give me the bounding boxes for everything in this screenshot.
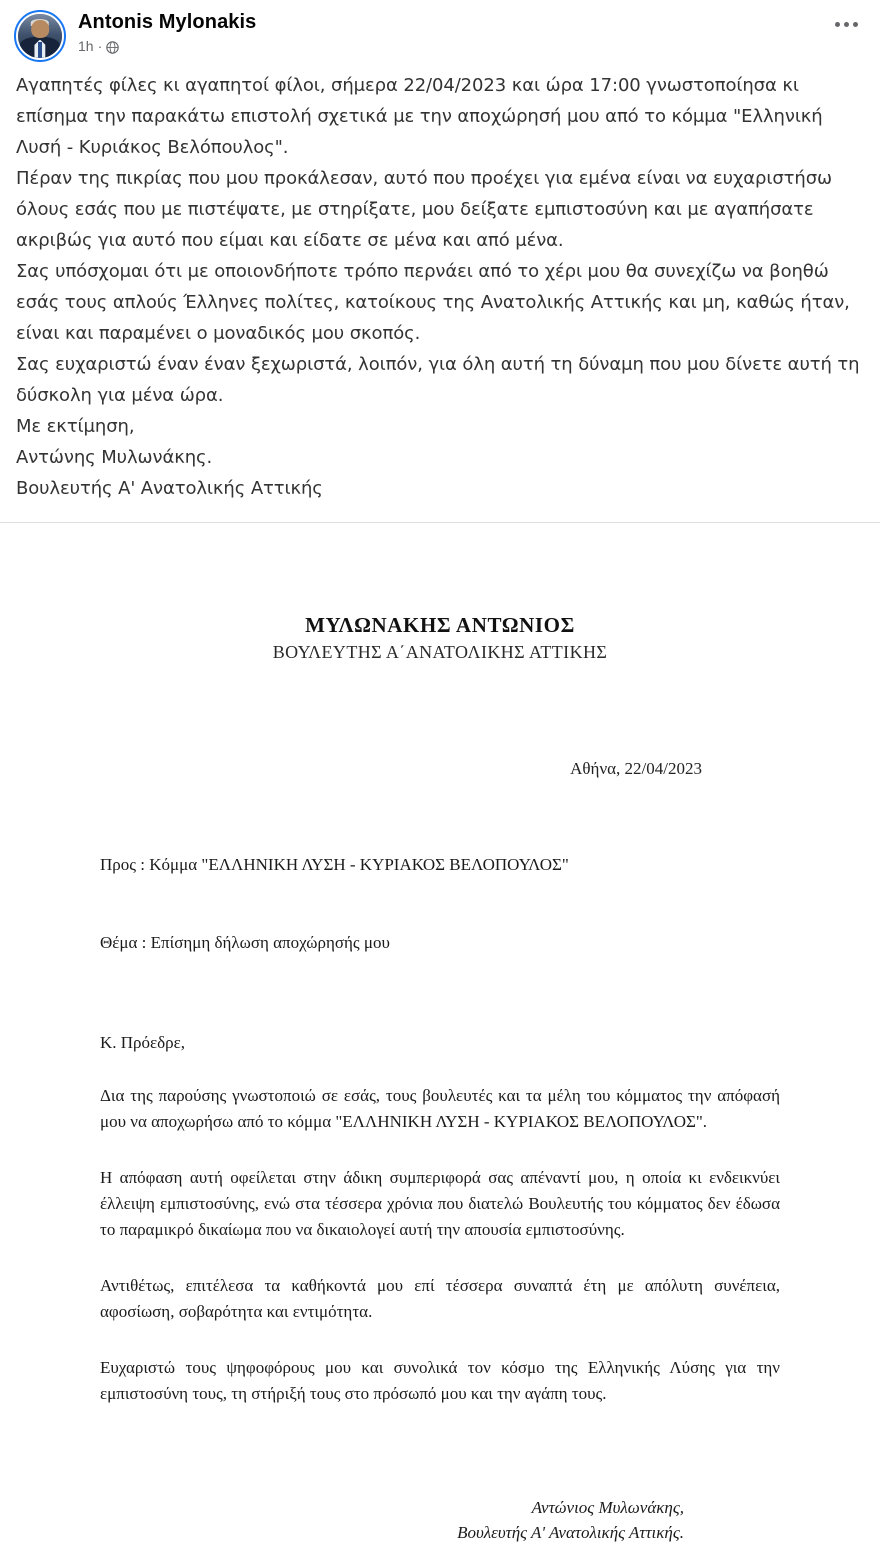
avatar[interactable]: [14, 10, 66, 62]
signature-name: Αντώνιος Μυλωνάκης,: [531, 1498, 684, 1517]
signature-title: Βουλευτής Α' Ανατολικής Αττικής.: [457, 1523, 684, 1542]
letter-subject: Θέμα : Επίσημη δήλωση αποχώρησής μου: [100, 933, 390, 952]
post-text-body: [0, 64, 880, 504]
attached-letter-image[interactable]: [0, 523, 880, 1545]
letter-signature: [100, 1495, 780, 1545]
dot: [853, 22, 858, 27]
post-paragraph: Σας ευχαριστώ έναν έναν ξεχωριστά, λοιπόν, για όλη αυτή τη δύναμη που μου δίνετε αυτή τη δύσκολη για μένα ώρα.: [16, 354, 860, 406]
letter-paragraph: Ευχαριστώ τους ψηφοφόρους μου και συνολικά τον κόσμο της Ελληνικής Λύσης για την εμπιστοσύνη τους, τη στήριξή τους στο πρόσωπό μου και την αγάπη τους.: [100, 1358, 780, 1403]
post-paragraph: Σας υπόσχομαι ότι με οποιονδήποτε τρόπο περνάει από το χέρι μου θα συνεχίζω να βοηθώ εσάς τους απλούς Έλληνες πολίτες, κατοίκους της Ανατολικής Αττικής και μη, καθώς ήταν, είναι και παραμένει ο μοναδικός μου σκοπός.: [16, 261, 850, 344]
post-meta-line: [78, 39, 256, 53]
post-timestamp[interactable]: 1h: [78, 38, 94, 54]
more-options-icon[interactable]: [835, 22, 858, 27]
meta-separator: ·: [97, 38, 103, 54]
globe-icon[interactable]: [106, 41, 119, 54]
letter-content: [0, 523, 880, 1545]
post-paragraph: Αγαπητές φίλες κι αγαπητοί φίλοι, σήμερα 22/04/2023 και ώρα 17:00 γνωστοποίησα κι επίσημα την παρακάτω επιστολή σχετικά με την αποχώρησή μου από το κόμμα "Ελληνική Λυσή - Κυριάκος Βελόπουλος".: [16, 75, 823, 158]
letter-date: Αθήνα, 22/04/2023: [570, 759, 702, 778]
letter-letterhead: [100, 613, 780, 663]
post-paragraph: Με εκτίμηση,: [16, 416, 135, 437]
dot: [844, 22, 849, 27]
dot: [835, 22, 840, 27]
post-paragraph: Αντώνης Μυλωνάκης.: [16, 447, 213, 468]
letter-recipient: Προς : Κόμμα "ΕΛΛΗΝΙΚΗ ΛΥΣΗ - ΚΥΡΙΑΚΟΣ ΒΕΛΟΠΟΥΛΟΣ": [100, 855, 569, 874]
letter-paragraph: Αντιθέτως, επιτέλεσα τα καθήκοντά μου επί τέσσερα συναπτά έτη με απόλυτη συνέπεια, αφοσίωση, σοβαρότητα και εντιμότητα.: [100, 1276, 780, 1321]
letter-body: [100, 1083, 780, 1407]
letter-salutation: Κ. Πρόεδρε,: [100, 1033, 186, 1052]
post-paragraph: Πέραν της πικρίας που μου προκάλεσαν, αυτό που προέχει για εμένα είναι να ευχαριστήσω όλους εσάς που με πιστέψατε, με στηρίξατε, μου δείξατε εμπιστοσύνη και με αγαπήσατε ακριβώς για αυτό που είμαι και είδατε σε μένα και από μένα.: [16, 168, 832, 251]
post-header: [0, 0, 880, 64]
letterhead-name: ΜΥΛΩΝΑΚΗΣ ΑΝΤΩΝΙΟΣ: [305, 613, 575, 637]
letter-paragraph: Η απόφαση αυτή οφείλεται στην άδικη συμπεριφορά σας απέναντί μου, η οποία κι ενδεικνύει έλλειψη εμπιστοσύνης, ενώ στα τέσσερα χρόνια που διατελώ Βουλευτής του κόμματος δεν έδωσα το παραμικρό δικαίωμα που να δικαιολογεί αυτή την απουσία εμπιστοσύνης.: [100, 1168, 780, 1239]
avatar-image: [18, 14, 62, 58]
post-author-meta: [78, 8, 256, 53]
avatar-face: [31, 20, 49, 38]
letter-paragraph: Δια της παρούσης γνωστοποιώ σε εσάς, τους βουλευτές και τα μέλη του κόμματος την απόφασή μου να αποχωρήσω από το κόμμα "ΕΛΛΗΝΙΚΗ ΛΥΣΗ - ΚΥΡΙΑΚΟΣ ΒΕΛΟΠΟΥΛΟΣ".: [100, 1086, 780, 1131]
avatar-tie: [38, 42, 42, 58]
post-author-name[interactable]: Antonis Mylonakis: [78, 11, 257, 33]
letterhead-title: ΒΟΥΛΕΥΤΗΣ Α΄ΑΝΑΤΟΛΙΚΗΣ ΑΤΤΙΚΗΣ: [272, 642, 608, 662]
post-paragraph: Βουλευτής Α' Ανατολικής Αττικής: [16, 478, 323, 499]
